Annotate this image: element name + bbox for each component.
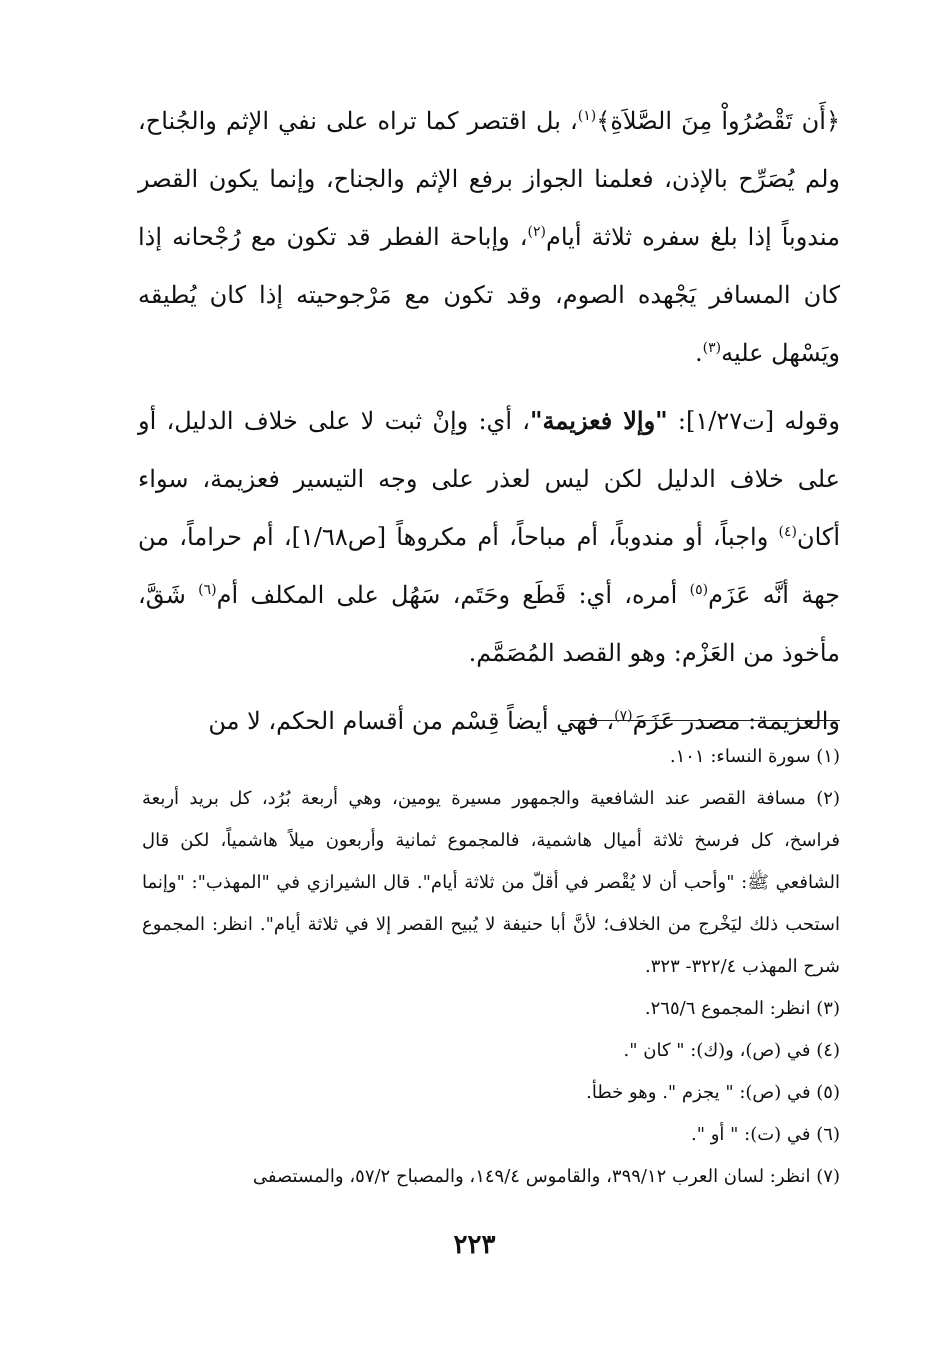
footnote-ref-4[interactable]: (٤) (778, 524, 797, 540)
footnote-1: (١) سورة النساء: ١٠١. (669, 746, 840, 767)
footnote-7: (٧) انظر: لسان العرب ٣٩٩/١٢، والقاموس ١٤٩/٤، والمصباح ٥٧/٢، والمستصفى (252, 1166, 840, 1187)
page-number: ٢٢٣ (453, 1230, 496, 1260)
quran-verse: ﴿أَن تَقْصُرُواْ مِنَ الصَّلاَةِ﴾ (596, 107, 841, 135)
footnote-ref-2[interactable]: (٢) (527, 224, 546, 240)
footnotes (142, 736, 840, 1198)
paragraph-3: والعزيمة: مصدر عَزَمَ$^{(٧)}$، فهي أيضاً قِسْم من أقسام الحكم، لا من (208, 707, 840, 735)
footnote-ref-6[interactable]: (٦) (198, 582, 217, 598)
footnote-4: (٤) في (ص)، و(ك): " كان ". (623, 1040, 840, 1061)
quoted-term: "وإلا فعزيمة" (530, 406, 668, 435)
footnote-2: (٢) مسافة القصر عند الشافعية والجمهور مسيرة يومين، وهي أربعة بُرُد، كل بريد أربعة فراسخ، كل فرسخ ثلاثة أميال هاشمية، فالمجموع ثمانية وأربعون ميلاً هاشمياً، لكن قال الشافعي ﷺ: "وأحب أن لا يُقْصر في أقلّ من ثلاثة أيام". قال الشيرازي في "المهذب": "وإنما استحب ذلك ليَخْرج من الخلاف؛ لأنَّ أبا حنيفة لا يُبيح القصر إلا في ثلاثة أيام". انظر: المجموع شرح المهذب ٣٢٢/٤- ٣٢٣. (142, 788, 840, 977)
paragraph-1: ﴿أَن تَقْصُرُواْ مِنَ الصَّلاَةِ﴾$^{(١)}$، بل اقتصر كما تراه على نفي الإثم والجُناح، ولم يُصَرِّح بالإذن، فعلمنا الجواز برفع الإثم والجناح، وإنما يكون القصر مندوباً إذا بلغ سفره ثلاثة أيام$^{(٢)}$، وإباحة الفطر قد تكون مع رُجْحانه إذا كان المسافر يَجْهده الصوم، وقد تكون مع مَرْجوحيته إذا كان يُطيقه ويَسْهل عليه$^{(٣)}$. (138, 107, 841, 367)
footnote-3: (٣) انظر: المجموع ٢٦٥/٦. (644, 998, 840, 1019)
footnote-separator (570, 720, 840, 721)
footnote-ref-7[interactable]: (٧) (614, 708, 633, 724)
paragraph-2: وقوله [ت١/٢٧]: "وإلا فعزيمة"، أي: وإنْ ثبت لا على خلاف الدليل، أو على خلاف الدليل لكن ليس لعذر على وجه التيسير فعزيمة، سواء أكان$^{(٤)}$ واجباً، أو مندوباً، أم مباحاً، أم مكروهاً [ص١/٦٨]، أم حراماً، من جهة أنَّه عَزَم$^{(٥)}$ أمره، أي: قَطَع وحَتَم، سَهُل على المكلف أم$^{(٦)}$ شَقَّ، مأخوذ من العَزْم: وهو القصد المُصَمَّم. (138, 406, 841, 667)
footnote-5: (٥) في (ص): " يجزم ". وهو خطأ. (586, 1082, 840, 1103)
footnote-ref-1[interactable]: (١) (577, 108, 597, 124)
main-text (138, 92, 840, 750)
footnote-6: (٦) في (ت): " أو ". (691, 1124, 840, 1145)
footnote-ref-5[interactable]: (٥) (689, 582, 709, 598)
footnote-ref-3[interactable]: (٣) (702, 340, 722, 356)
